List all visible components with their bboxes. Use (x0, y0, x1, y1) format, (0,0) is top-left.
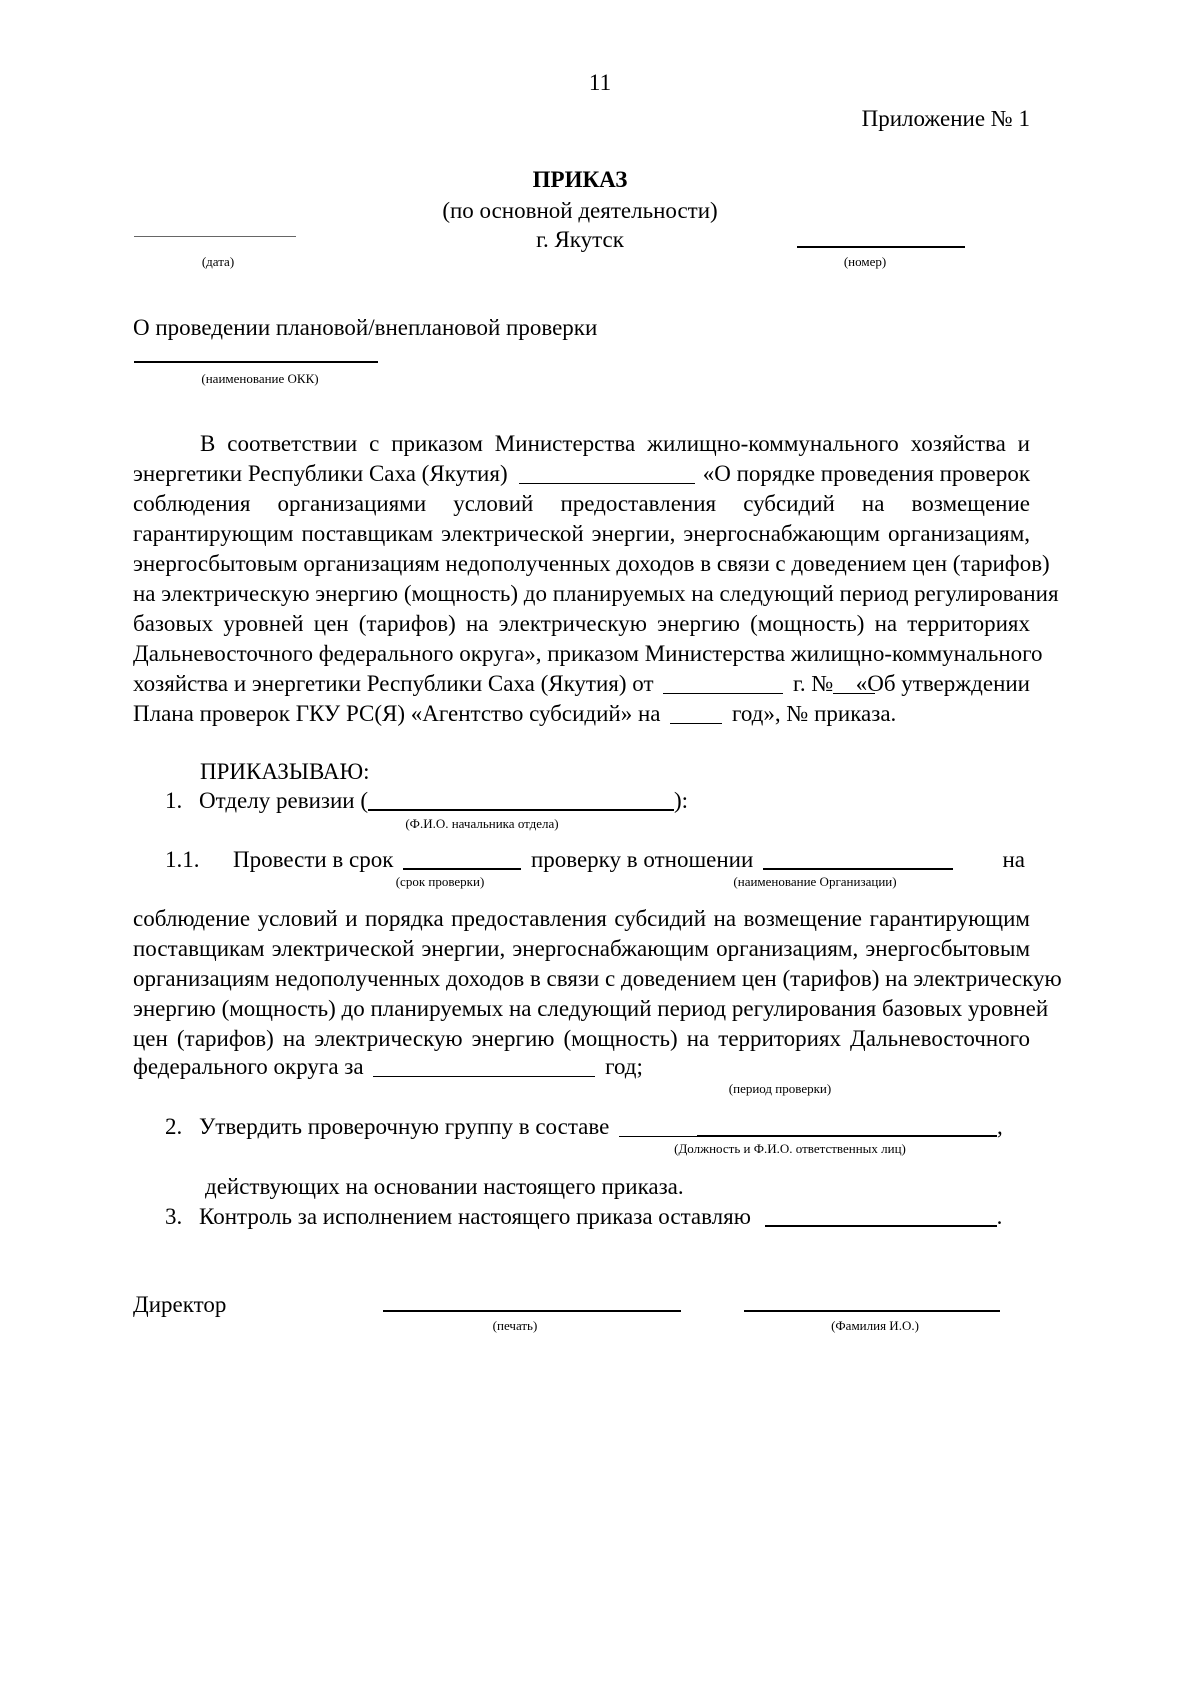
number-caption: (номер) (843, 254, 887, 269)
preamble-line-5: энергосбытовым организациям недополученных доходов в связи с доведением цен (тарифов) (133, 551, 1050, 576)
positions-caption: (Должность и Ф.И.О. ответственных лиц) (674, 1141, 906, 1156)
body-line-5: цен (тарифов) на электрическую энергию (мощность) на территориях Дальневосточного (133, 1026, 1030, 1051)
org-name-caption: (наименование Организации) (733, 874, 897, 889)
document-subtitle: (по основной деятельности) (442, 198, 718, 223)
signature-role: Директор (133, 1292, 227, 1317)
order-word: ПРИКАЗЫВАЮ: (200, 759, 370, 784)
preamble-line-2: энергетики Республики Саха (Якутия) «О порядке проведения проверок (133, 461, 1030, 486)
date-field-line (134, 236, 296, 237)
okk-caption: (наименование ОКК) (201, 371, 319, 386)
item-2-continuation: действующих на основании настоящего приказа. (205, 1174, 684, 1199)
page-number: 11 (588, 70, 612, 95)
date-caption: (дата) (201, 254, 235, 269)
surname-field-line (744, 1310, 1000, 1312)
body-line-6: федерального округа за год; (133, 1054, 643, 1079)
body-line-1: соблюдение условий и порядка предоставления субсидий на возмещение гарантирующим (133, 906, 1030, 931)
check-period-caption: (период проверки) (728, 1081, 832, 1096)
preamble-line-4: гарантирующим поставщикам электрической энергии, энергоснабжающим организациям, (133, 521, 1030, 546)
preamble-line-7: базовых уровней цен (тарифов) на электрическую энергию (мощность) на территориях (133, 611, 1030, 636)
surname-caption: (Фамилия И.О.) (831, 1318, 919, 1333)
preamble-line-8: Дальневосточного федерального округа», приказом Министерства жилищно-коммунального (133, 641, 1043, 666)
body-line-2: поставщикам электрической энергии, энергоснабжающим организациям, энергосбытовым (133, 936, 1030, 961)
document-title: ПРИКАЗ (532, 167, 628, 192)
item-1-1: 1.1. Провести в срок проверку в отношении на (165, 847, 1025, 872)
item-3: 3. Контроль за исполнением настоящего приказа оставляю . (165, 1204, 1003, 1229)
stamp-field-line (383, 1310, 681, 1312)
preamble-line-9: хозяйства и энергетики Республики Саха (Якутия) от г. № «Об утверждении (133, 671, 1030, 696)
preamble-line-3: соблюдения организациями условий предоставления субсидий на возмещение (133, 491, 1030, 516)
body-line-4: энергию (мощность) до планируемых на следующий период регулирования базовых уровней (133, 996, 1049, 1021)
appendix-label: Приложение № 1 (861, 106, 1030, 131)
item-2: 2. Утвердить проверочную группу в составе , (165, 1114, 1003, 1139)
okk-field-line (134, 361, 378, 363)
preamble-line-10: Плана проверок ГКУ РС(Я) «Агентство субсидий» на год», № приказа. (133, 701, 897, 726)
preamble-line-6: на электрическую энергию (мощность) до планируемых на следующий период регулирования (133, 581, 1059, 606)
number-field-line (797, 246, 965, 248)
stamp-caption: (печать) (492, 1318, 538, 1333)
head-name-caption: (Ф.И.О. начальника отдела) (405, 816, 559, 831)
item-1: 1. Отделу ревизии ( ): (165, 788, 689, 813)
preamble-line-1: В соответствии с приказом Министерства жилищно-коммунального хозяйства и (200, 431, 1030, 456)
order-subject: О проведении плановой/внеплановой проверки (133, 315, 598, 340)
body-line-3: организациям недополученных доходов в связи с доведением цен (тарифов) на электрическую (133, 966, 1062, 991)
check-term-caption: (срок проверки) (395, 874, 485, 889)
city-label: г. Якутск (536, 227, 624, 252)
